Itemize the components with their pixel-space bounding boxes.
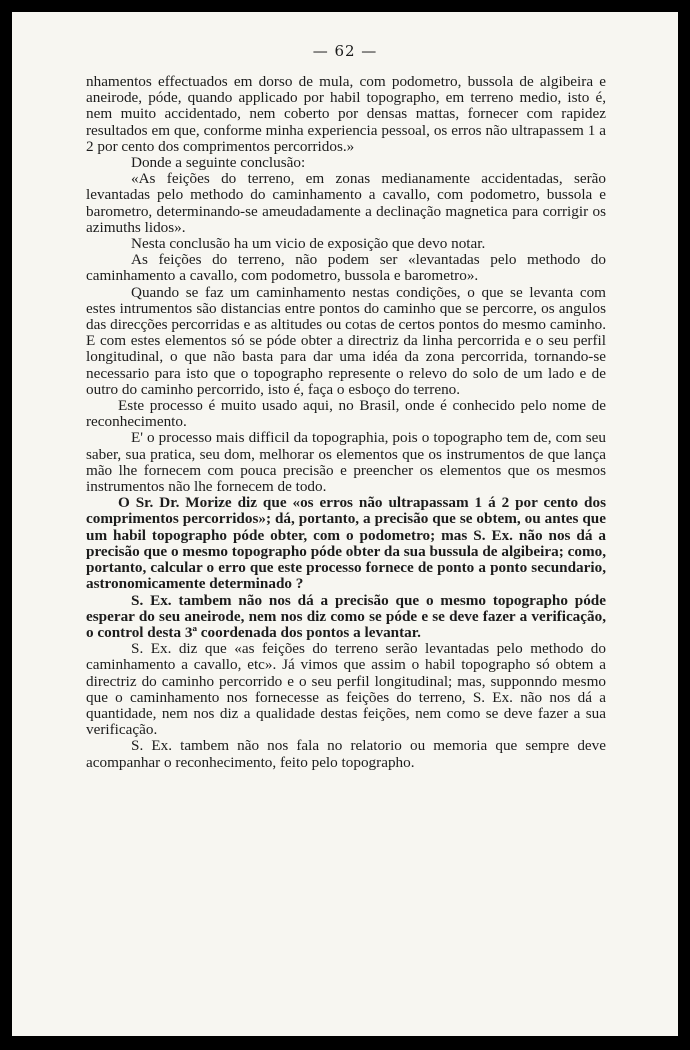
paragraph: Quando se faz um caminhamento nestas condições, o que se levanta com estes intrumentos são distancias entre pontos do caminho que se percorre, os angulos das direcções percorridas e as altitudes ou cotas de certos pontos do mesmo caminho. E com estes elementos só se póde obter a directriz da linha percorrida e o seu perfil longitudinal, o que não basta para dar uma idéa da zona percorrida, tornando-se necessario para isto que o topographo represente o relevo do solo de um lado e de outro do caminho percorrido, isto é, faça o esboço do terreno. [86, 283, 606, 398]
paragraph: Nesta conclusão ha um vicio de exposição que devo notar. [131, 235, 486, 253]
paragraph: O Sr. Dr. Morize diz que «os erros não ultrapassam 1 á 2 por cento dos comprimentos percorridos»; dá, portanto, a precisão que se obtem, ou antes que um habil topographo póde obter, com o podometro; mas S. Ex. não nos dá a precisão que o mesmo topographo póde obter da sua bussula de algibeira; como, portanto, calcular o erro que este processo fornece de ponto a ponto secundario, astronomicamente determinado ? [86, 494, 606, 593]
paragraph: «As feições do terreno, em zonas medianamente accidentadas, serão levantadas pelo methodo do caminhamento a cavallo, com podometro, bussola e barometro, determinando-se ameudadamente a declinação magnetica para corrigir os azimuths lidos». [86, 170, 606, 236]
paragraph: S. Ex. tambem não nos dá a precisão que o mesmo topographo póde esperar do seu aneirode, nem nos diz como se póde e se deve fazer a verificação, o control desta 3ª coordenada dos pontos a levantar. [86, 591, 606, 641]
document-page [12, 12, 678, 1036]
paragraph: Este processo é muito usado aqui, no Brasil, onde é conhecido pelo nome de reconhecimento. [86, 397, 606, 431]
body-text [86, 74, 606, 771]
paragraph: Donde a seguinte conclusão: [131, 154, 306, 172]
paragraph: S. Ex. tambem não nos fala no relatorio ou memoria que sempre deve acompanhar o reconhecimento, feito pelo topographo. [86, 737, 606, 771]
paragraph: As feições do terreno, não podem ser «levantadas pelo methodo do caminhamento a cavallo, com podometro, bussola e barometro». [86, 251, 606, 285]
paragraph: S. Ex. diz que «as feições do terreno serão levantadas pelo methodo do caminhamento a cavallo, etc». Já vimos que assim o habil topographo só obtem a directriz do caminho percorrido e o seu perfil longitudinal; mas, supponndo mesmo que o caminhamento nos fornecesse as feições do terreno, S. Ex. não nos dá a quantidade, nem nos diz a qualidade destas feições, nem como se deve fazer a sua verificação. [86, 640, 606, 739]
paragraph: nhamentos effectuados em dorso de mula, com podometro, bussola de algibeira e aneirode, póde, quando applicado por habil topographo, em terreno medio, isto é, nem muito accidentado, nem coberto por densas mattas, fornecer com rapidez resultados em que, conforme minha experiencia pessoal, os erros não ultrapassem 1 a 2 por cento dos comprimentos percorridos.» [86, 73, 606, 155]
paragraph: E' o processo mais difficil da topographia, pois o topographo tem de, com seu saber, sua pratica, seu dom, melhorar os elementos que os instrumentos de que lança mão lhe fornecem com pouca precisão e preencher os elementos que os mesmos instrumentos não lhe fornecem de todo. [86, 429, 606, 496]
page-number: — 62 — [312, 42, 378, 60]
